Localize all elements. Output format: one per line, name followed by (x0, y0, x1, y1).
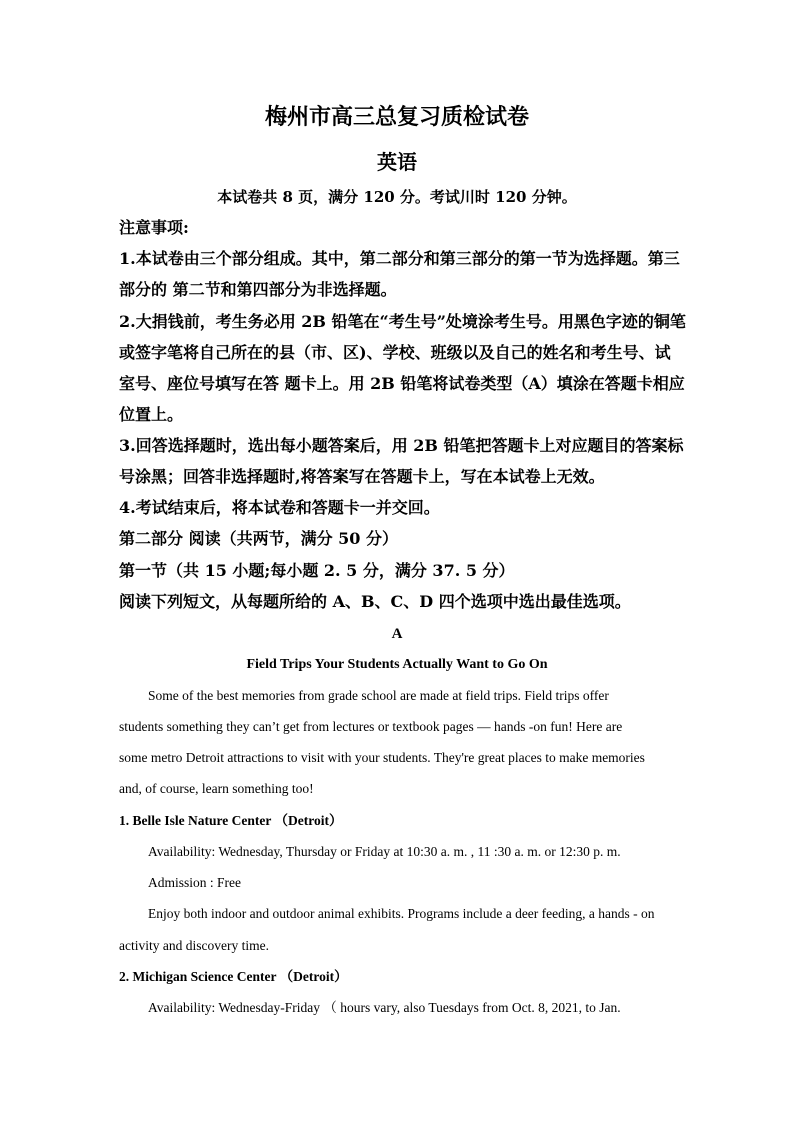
instruction-line: 室号、座位号填写在答 题卡上。用 2B 铅笔将试卷类型（A）填涂在答题卡相应 (119, 374, 685, 393)
part-heading: 第二部分 阅读（共两节，满分 50 分） (119, 529, 398, 548)
paragraph-line: Some of the best memories from grade school are made at field trips. Field trips offer (148, 688, 609, 703)
instruction-line: 位置上。 (119, 405, 184, 424)
paragraph-line: some metro Detroit attractions to visit with your students. They're great places to make memories (119, 750, 645, 765)
subject-title: 英语 (377, 150, 417, 174)
paragraph-line: and, of course, learn something too! (119, 781, 314, 796)
instruction-line: 或签字笔将自己所在的县（市、区)、学校、班级以及自己的姓名和考生号、试 (119, 343, 671, 362)
passage-title: Field Trips Your Students Actually Want to Go On (246, 657, 548, 672)
instruction-line: 2.大捐钱前，考生务必用 2B 铅笔在“考生号”处境涂考生号。用黑色字迹的铜笔 (119, 312, 686, 331)
section-heading: 第一节（共 15 小题;每小题 2. 5 分，满分 37. 5 分） (119, 561, 515, 580)
exam-title: 梅州市高三总复习质检试卷 (264, 104, 529, 130)
paragraph-line: activity and discovery time. (119, 938, 269, 953)
passage-letter: A (391, 626, 403, 642)
availability-text: Availability: Wednesday, Thursday or Friday at 10:30 a. m. , 11 :30 a. m. or 12:30 p. m. (148, 844, 621, 859)
exam-info: 本试卷共 8 页，满分 120 分。考试川时 120 分钟。 (217, 188, 577, 206)
directions: 阅读下列短文，从每题所给的 A、B、C、D 四个选项中选出最佳选项。 (119, 592, 631, 611)
admission-text: Admission : Free (148, 875, 241, 890)
paragraph-line: students something they can’t get from lectures or textbook pages — hands -on fun! Here are (119, 719, 623, 734)
instruction-line: 4.考试结束后，将本试卷和答题卡一并交回。 (119, 498, 440, 517)
paragraph-line: Enjoy both indoor and outdoor animal exhibits. Programs include a deer feeding, a hands - on (148, 906, 655, 921)
availability-text: Availability: Wednesday-Friday （ hours vary, also Tuesdays from Oct. 8, 2021, to Jan. (148, 1000, 621, 1015)
instruction-line: 号涂黑；回答非选择题时,将答案写在答题卡上，写在本试卷上无效。 (119, 467, 605, 486)
instruction-line: 1.本试卷由三个部分组成。其中，第二部分和第三部分的第一节为选择题。第三 (119, 249, 680, 268)
item-heading: 1. Belle Isle Nature Center （Detroit） (119, 813, 343, 828)
instruction-line: 部分的 第二节和第四部分为非选择题。 (119, 280, 397, 299)
instructions-heading: 注意事项: (119, 218, 189, 237)
instruction-line: 3.回答选择题时，选出每小题答案后，用 2B 铅笔把答题卡上对应题目的答案标 (119, 436, 684, 455)
item-heading: 2. Michigan Science Center （Detroit） (119, 969, 348, 984)
